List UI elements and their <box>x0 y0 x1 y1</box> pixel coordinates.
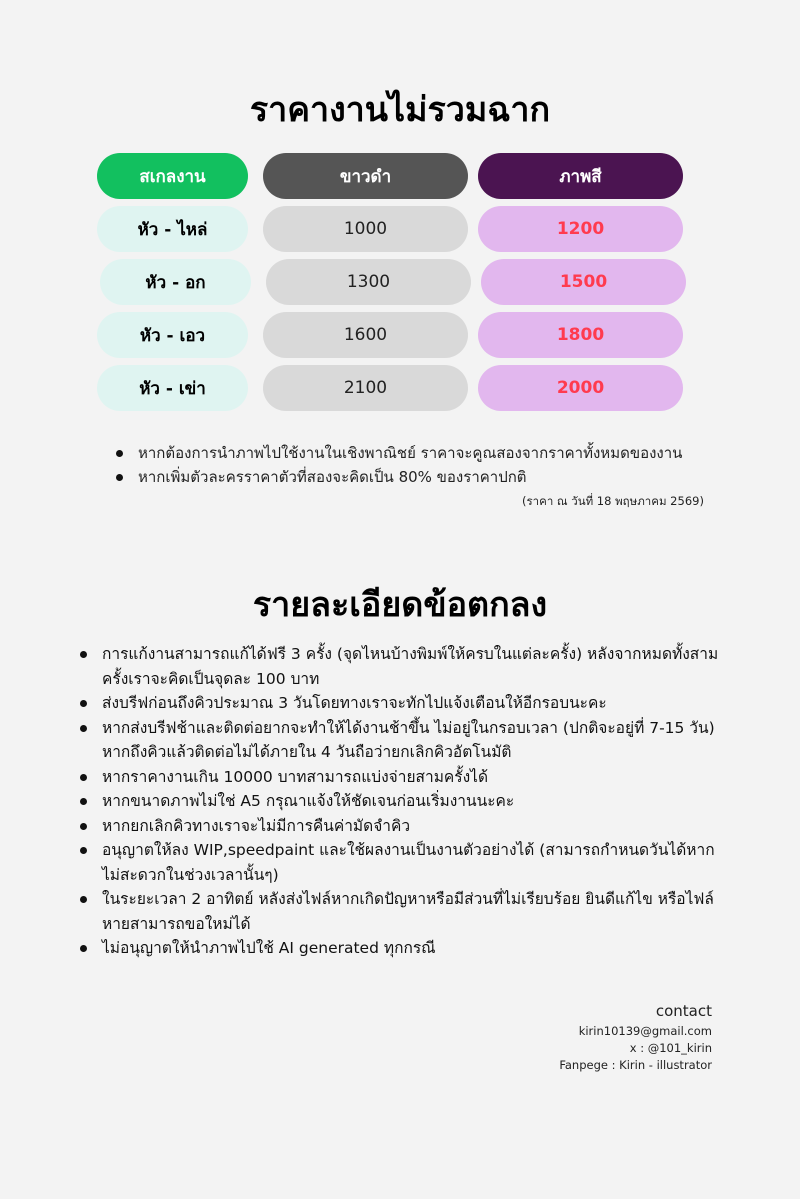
header-color: ภาพสี <box>478 153 683 199</box>
header-size: สเกลงาน <box>97 153 248 199</box>
term-item: อนุญาตให้ลง WIP,speedpaint และใช้ผลงานเป็นงานตัวอย่างได้ (สามารถกำหนดวันได้หาก ไม่สะดวกในช่วงเวลานั้นๆ) <box>74 838 734 887</box>
note-item: หากต้องการนำภาพไปใช้งานในเชิงพาณิชย์ ราคาจะคูณสองจากราคาทั้งหมดของงาน <box>110 441 730 465</box>
contact-x-handle: x : @101_kirin <box>629 1041 712 1055</box>
price-date: (ราคา ณ วันที่ 18 พฤษภาคม 2569) <box>522 494 704 508</box>
row-3-bw-price: 1600 <box>263 312 468 358</box>
term-item: การแก้งานสามารถแก้ได้ฟรี 3 ครั้ง (จุดไหนบ้างพิมพ์ให้ครบในแต่ละครั้ง) หลังจากหมดทั้งสาม ครั้งเราจะคิดเป็นจุดละ 100 บาท <box>74 642 734 691</box>
term-item: ไม่อนุญาตให้นำภาพไปใช้ AI generated ทุกกรณี <box>74 936 734 961</box>
row-1-bw-price: 1000 <box>263 206 468 252</box>
terms-title: รายละเอียดข้อตกลง <box>252 585 548 625</box>
term-item: หากขนาดภาพไม่ใช่ A5 กรุณาแจ้งให้ชัดเจนก่อนเริ่มงานนะคะ <box>74 789 734 814</box>
contact-block <box>559 1001 712 1074</box>
price-title: ราคางานไม่รวมฉาก <box>249 90 551 130</box>
price-notes-list <box>110 441 730 489</box>
row-2-bw-price: 1300 <box>266 259 471 305</box>
term-item: ส่งบรีฟก่อนถึงคิวประมาณ 3 วันโดยทางเราจะทักไปแจ้งเตือนให้อีกรอบนะคะ <box>74 691 734 716</box>
contact-fanpage: Fanpege : Kirin - illustrator <box>559 1058 712 1072</box>
row-3-color-price: 1800 <box>478 312 683 358</box>
term-item: ในระยะเวลา 2 อาทิตย์ หลังส่งไฟล์หากเกิดปัญหาหรือมีส่วนที่ไม่เรียบร้อย ยินดีแก้ไข หรือไฟล์ หายสามารถขอใหม่ได้ <box>74 887 734 936</box>
contact-email: kirin10139@gmail.com <box>578 1024 712 1038</box>
contact-label: contact <box>655 1002 712 1020</box>
term-item: หากยกเลิกคิวทางเราจะไม่มีการคืนค่ามัดจำคิว <box>74 814 734 839</box>
term-item: หากราคางานเกิน 10000 บาทสามารถแบ่งจ่ายสามครั้งได้ <box>74 765 734 790</box>
term-item: หากส่งบรีฟช้าและติดต่อยากจะทำให้ได้งานช้าขึ้น ไม่อยู่ในกรอบเวลา (ปกติจะอยู่ที่ 7-15 วัน) หากถึงคิวแล้วติดต่อไม่ได้ภายใน 4 วันถือว่ายกเลิกคิวอัตโนมัติ <box>74 716 734 765</box>
row-2-size: หัว - อก <box>100 259 251 305</box>
row-4-color-price: 2000 <box>478 365 683 411</box>
row-4-size: หัว - เข่า <box>97 365 248 411</box>
terms-list <box>74 642 734 961</box>
row-1-color-price: 1200 <box>478 206 683 252</box>
row-4-bw-price: 2100 <box>263 365 468 411</box>
row-3-size: หัว - เอว <box>97 312 248 358</box>
row-1-size: หัว - ไหล่ <box>97 206 248 252</box>
note-item: หากเพิ่มตัวละครราคาตัวที่สองจะคิดเป็น 80% ของราคาปกติ <box>110 465 730 489</box>
row-2-color-price: 1500 <box>481 259 686 305</box>
header-bw: ขาวดำ <box>263 153 468 199</box>
